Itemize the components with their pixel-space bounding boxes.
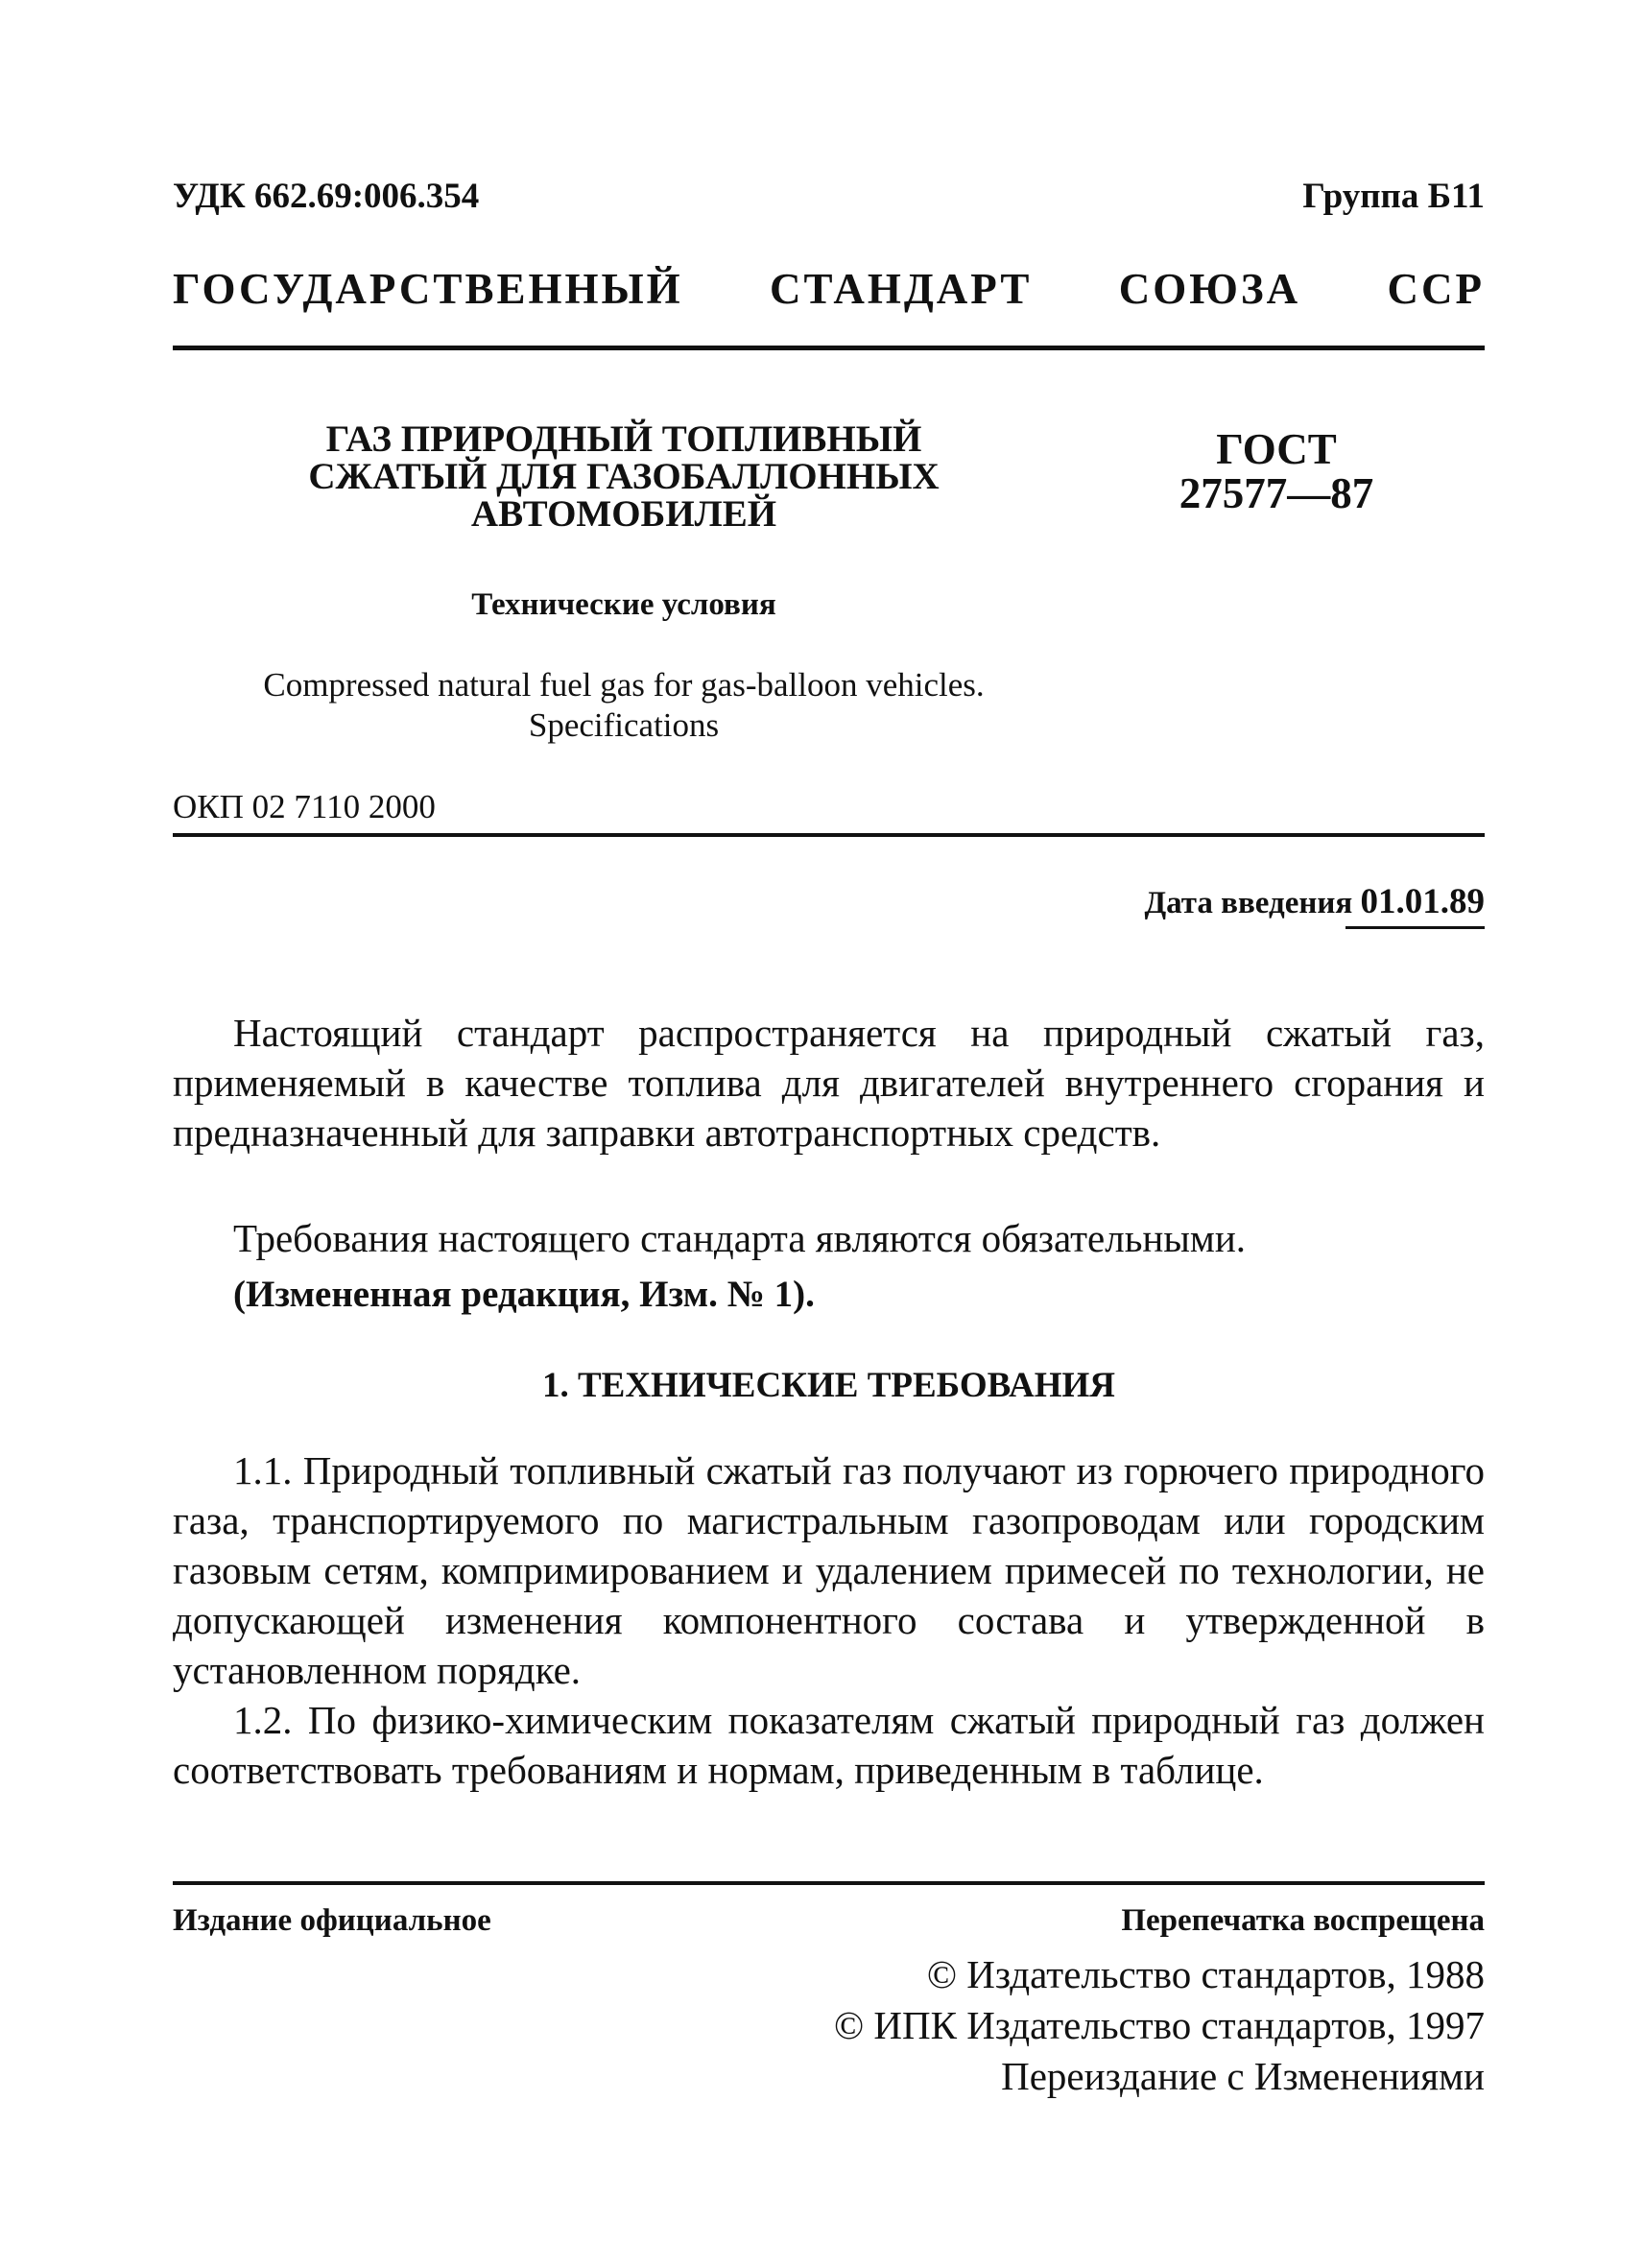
- copyright-1988: © Издательство стандартов, 1988: [926, 1952, 1485, 1996]
- english-title-line-2: Specifications: [528, 706, 720, 744]
- document-subtitle: Технические условия: [471, 587, 776, 622]
- gost-number: 27577—87: [1179, 469, 1374, 517]
- footer-divider: [173, 1881, 1485, 1885]
- english-title: [144, 665, 1104, 746]
- intro-paragraph: Настоящий стандарт распространяется на природный сжатый газ, применяемый в качестве топлива для двигателей внутреннего сгорания и предназначенный для заправки автотранспортных средств.: [173, 1011, 1485, 1155]
- header-divider: [173, 346, 1485, 350]
- copyright-1997: © ИПК Издательство стандартов, 1997: [833, 2003, 1485, 2047]
- reissue-note: Переиздание с Изменениями: [1001, 2054, 1485, 2098]
- section-heading: 1. ТЕХНИЧЕСКИЕ ТРЕБОВАНИЯ: [541, 1366, 1116, 1405]
- gost-designation: [1132, 427, 1420, 515]
- english-title-line-1: Compressed natural fuel gas for gas-balloon vehicles.: [263, 666, 985, 704]
- introduction-date-value: 01.01.89: [1360, 882, 1485, 921]
- mandatory-paragraph: Требования настоящего стандарта являются обязательными.: [233, 1216, 1247, 1260]
- date-underline: [1345, 926, 1485, 929]
- introduction-date-label: Дата введения: [1144, 886, 1353, 920]
- reprint-prohibited: Перепечатка воспрещена: [1121, 1903, 1485, 1938]
- official-edition: Издание официальное: [173, 1903, 491, 1938]
- gost-label: ГОСТ: [1216, 425, 1337, 473]
- title-line-1: ГАЗ ПРИРОДНЫЙ ТОПЛИВНЫЙ: [325, 418, 922, 460]
- paragraph-1-1: 1.1. Природный топливный сжатый газ получают из горючего природного газа, транспортируемого по магистральным газопроводам или городским газовым сетям, компримированием и удалением примесей по технологии, не допускающей изменения компонентного состава и утвержденной в установленном порядке.: [173, 1448, 1485, 1692]
- title-line-3: АВТОМОБИЛЕЙ: [470, 493, 777, 535]
- udk-code: УДК 662.69:006.354: [173, 177, 480, 216]
- document-title: [240, 420, 1008, 533]
- paragraph-1-2: 1.2. По физико-химическим показателям сжатый природный газ должен соответствовать требованиям и нормам, приведенным в таблице.: [173, 1698, 1485, 1792]
- introduction-date: [1144, 881, 1485, 922]
- okp-divider: [173, 833, 1485, 837]
- state-standard-heading: ГОСУДАРСТВЕННЫЙ СТАНДАРТ СОЮЗА ССР: [173, 265, 1485, 313]
- amendment-note: (Измененная редакция, Изм. № 1).: [233, 1274, 815, 1315]
- group-code: Группа Б11: [1302, 177, 1485, 216]
- title-line-2: СЖАТЫЙ ДЛЯ ГАЗОБАЛЛОННЫХ: [308, 456, 940, 497]
- okp-code: ОКП 02 7110 2000: [173, 788, 436, 825]
